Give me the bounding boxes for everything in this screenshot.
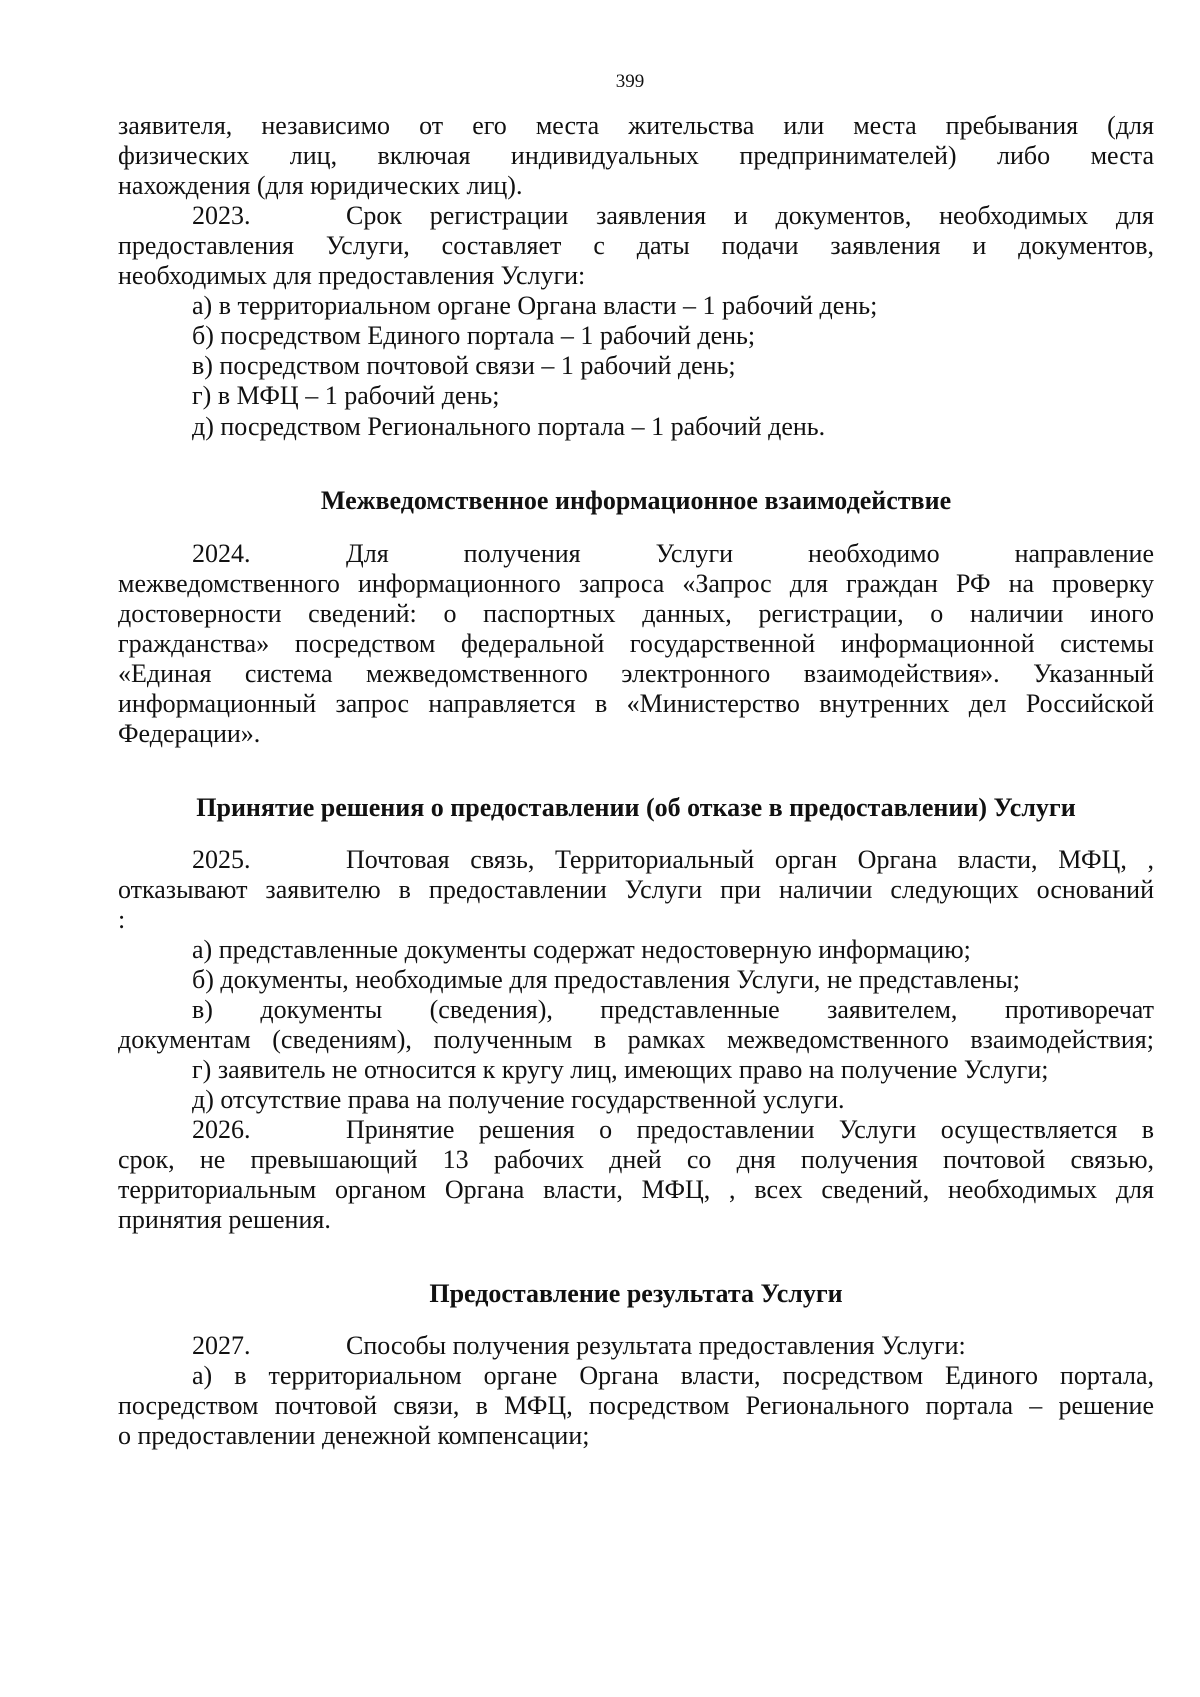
list-item: д) посредством Регионального портала – 1 рабочий день.: [192, 412, 826, 441]
text-line: заявителя, независимо от его места жительства или места пребывания (для: [118, 111, 1154, 140]
text-line: гражданства» посредством федеральной государственной информационной системы: [118, 629, 1154, 658]
list-item: в) документы (сведения), представленные заявителем, противоречат: [192, 995, 1154, 1024]
text-line: достоверности сведений: о паспортных данных, регистрации, о наличии иного: [118, 599, 1154, 628]
text-line: нахождения (для юридических лиц).: [118, 171, 523, 200]
text-line: информационный запрос направляется в «Министерство внутренних дел Российской: [118, 689, 1154, 718]
page-number: 399: [615, 71, 645, 92]
text-line: посредством почтовой связи, в МФЦ, посредством Регионального портала – решение: [118, 1391, 1154, 1420]
text-line: Способы получения результата предоставления Услуги:: [346, 1331, 966, 1360]
text-line: необходимых для предоставления Услуги:: [118, 261, 586, 290]
list-item: а) в территориальном органе Органа власти, посредством Единого портала,: [192, 1361, 1154, 1390]
list-item: а) представленные документы содержат недостоверную информацию;: [192, 935, 971, 964]
text-line: срок, не превышающий 13 рабочих дней со дня получения почтовой связью,: [118, 1145, 1154, 1174]
clause-number: 2024.: [192, 539, 251, 568]
list-item: г) в МФЦ – 1 рабочий день;: [192, 381, 500, 410]
list-item: б) документы, необходимые для предоставления Услуги, не представлены;: [192, 965, 1020, 994]
list-item: г) заявитель не относится к кругу лиц, имеющих право на получение Услуги;: [192, 1055, 1049, 1084]
clause-number: 2027.: [192, 1331, 251, 1360]
clause-number: 2023.: [192, 201, 251, 230]
list-item: в) посредством почтовой связи – 1 рабочий день;: [192, 351, 736, 380]
text-line: межведомственного информационного запроса «Запрос для граждан РФ на проверку: [118, 569, 1154, 598]
text-line: Почтовая связь, Территориальный орган Органа власти, МФЦ, ,: [346, 845, 1154, 874]
text-line: отказывают заявителю в предоставлении Услуги при наличии следующих оснований: [118, 875, 1154, 904]
text-line: Федерации».: [118, 719, 261, 748]
text-line: документам (сведениям), полученным в рамках межведомственного взаимодействия;: [118, 1025, 1154, 1054]
clause-number: 2026.: [192, 1115, 251, 1144]
clause-number: 2025.: [192, 845, 251, 874]
text-line: Для получения Услуги необходимо направление: [346, 539, 1154, 568]
list-item: д) отсутствие права на получение государственной услуги.: [192, 1085, 845, 1114]
text-line: :: [118, 905, 126, 934]
section-heading: Межведомственное информационное взаимодействие: [320, 486, 952, 515]
text-line: о предоставлении денежной компенсации;: [118, 1421, 590, 1450]
text-line: физических лиц, включая индивидуальных предпринимателей) либо места: [118, 141, 1154, 170]
text-line: «Единая система межведомственного электронного взаимодействия». Указанный: [118, 659, 1154, 688]
section-heading: Предоставление результата Услуги: [429, 1279, 843, 1308]
text-line: территориальным органом Органа власти, МФЦ, , всех сведений, необходимых для: [118, 1175, 1154, 1204]
list-item: а) в территориальном органе Органа власти – 1 рабочий день;: [192, 291, 878, 320]
text-line: Принятие решения о предоставлении Услуги осуществляется в: [346, 1115, 1154, 1144]
text-line: Срок регистрации заявления и документов, необходимых для: [346, 201, 1154, 230]
text-line: предоставления Услуги, составляет с даты подачи заявления и документов,: [118, 231, 1154, 260]
section-heading: Принятие решения о предоставлении (об отказе в предоставлении) Услуги: [196, 793, 1076, 822]
text-line: принятия решения.: [118, 1205, 331, 1234]
list-item: б) посредством Единого портала – 1 рабочий день;: [192, 321, 756, 350]
